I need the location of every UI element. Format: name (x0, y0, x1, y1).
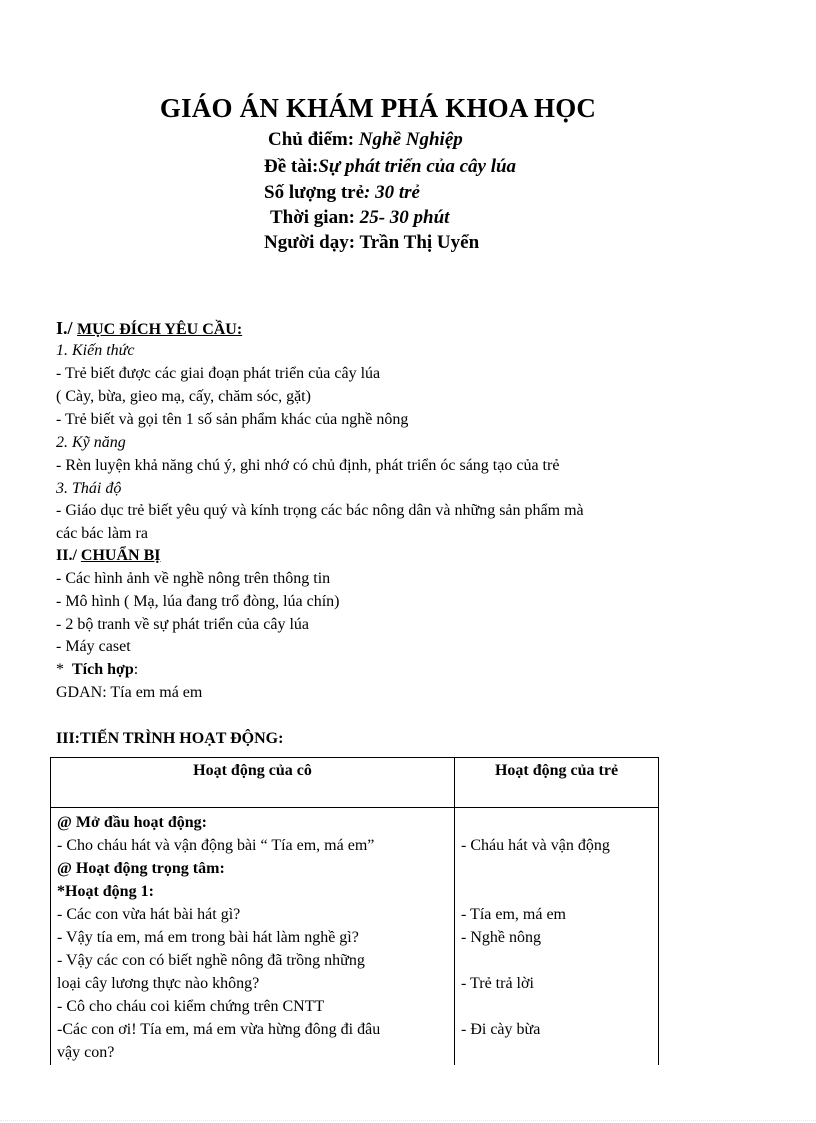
theme-value: Nghề Nghiệp (358, 129, 463, 150)
teacher-column-header: Hoạt động của cô (51, 758, 455, 808)
section-3-heading: III:TIẾN TRÌNH HOẠT ĐỘNG: (56, 730, 284, 747)
integration-suffix: : (133, 661, 139, 678)
teacher-line: - Cho cháu hát và vận động bài “ Tía em, má em” (57, 837, 375, 854)
child-column-header: Hoạt động của trẻ (455, 758, 659, 808)
child-line: - Cháu hát và vận động (461, 837, 610, 854)
section-2-heading (56, 546, 160, 566)
duration-value: 25- 30 phút (359, 207, 450, 228)
integration-line (56, 660, 138, 680)
table-header-row (51, 758, 659, 808)
section-1-roman: I./ (56, 318, 78, 338)
activity-1-heading: *Hoạt động 1: (57, 883, 154, 900)
teacher-line: - Các con vừa hát bài hát gì? (57, 906, 241, 923)
child-line: - Nghề nông (461, 929, 541, 946)
child-line: - Đi cày bừa (461, 1021, 541, 1038)
activity-table (50, 757, 659, 1114)
attitude-item-2: các bác làm ra (56, 525, 148, 542)
prep-item-1: - Các hình ảnh về nghề nông trên thông tin (56, 570, 331, 587)
opening-heading: @ Mở đầu hoạt động: (57, 814, 207, 831)
attitude-item-1: - Giáo dục trẻ biết yêu quý và kính trọng các bác nông dân và những sản phẩm mà (56, 502, 584, 519)
integration-label: Tích hợp (72, 661, 134, 678)
section-1-title: MỤC ĐÍCH YÊU CẦU: (77, 321, 243, 338)
section-1-heading (56, 318, 242, 340)
prep-item-3: - 2 bộ tranh về sự phát triển của cây lúa (56, 616, 310, 633)
core-activity-heading: @ Hoạt động trọng tâm: (57, 860, 225, 877)
page-edge-divider (0, 1120, 816, 1121)
skills-item-1: - Rèn luyện khả năng chú ý, ghi nhớ có chủ định, phát triển óc sáng tạo của trẻ (56, 457, 560, 474)
knowledge-item-3: - Trẻ biết và gọi tên 1 số sản phẩm khác của nghề nông (56, 411, 409, 428)
page-cut-mask (0, 1065, 816, 1123)
class-size-label: Số lượng trẻ (264, 182, 365, 203)
topic-line (264, 156, 516, 178)
prep-item-2: - Mô hình ( Mạ, lúa đang trổ đòng, lúa chín) (56, 593, 340, 610)
teacher-line: Người dạy: Trần Thị Uyển (264, 232, 480, 253)
teacher-line: - Cô cho cháu coi kiểm chứng trên CNTT (57, 998, 325, 1015)
subheading-knowledge: 1. Kiến thức (56, 342, 135, 359)
teacher-line: vậy con? (57, 1044, 115, 1061)
duration-line (270, 207, 449, 229)
prep-item-4: - Máy caset (56, 638, 131, 655)
theme-line (268, 129, 463, 151)
topic-label: Đề tài: (264, 156, 319, 177)
child-line: - Trẻ trả lời (461, 975, 534, 992)
integration-song: GDAN: Tía em má em (56, 684, 203, 701)
subheading-attitude: 3. Thái độ (56, 480, 122, 497)
child-line: - Tía em, má em (461, 906, 566, 923)
teacher-line: - Vậy các con có biết nghề nông đã trồng những (57, 952, 365, 969)
class-size-value: : 30 trẻ (364, 182, 420, 203)
class-size-line (264, 182, 420, 204)
topic-value: Sự phát triển của cây lúa (318, 156, 517, 177)
document-title: GIÁO ÁN KHÁM PHÁ KHOA HỌC (159, 93, 597, 123)
knowledge-item-1: - Trẻ biết được các giai đoạn phát triển của cây lúa (56, 365, 381, 382)
section-2-roman: II./ (56, 547, 81, 564)
teacher-line: - Vậy tía em, má em trong bài hát làm nghề gì? (57, 929, 359, 946)
teacher-line: loại cây lương thực nào không? (57, 975, 260, 992)
teacher-line: -Các con ơi! Tía em, má em vừa hừng đông đi đâu (57, 1021, 381, 1038)
theme-label: Chủ điểm: (268, 129, 359, 150)
section-2-title: CHUẨN BỊ (80, 547, 161, 564)
knowledge-item-2: ( Cày, bừa, gieo mạ, cấy, chăm sóc, gặt) (56, 388, 311, 405)
integration-prefix: * (56, 661, 72, 678)
subheading-skills: 2. Kỹ năng (56, 434, 126, 451)
duration-label: Thời gian: (270, 207, 360, 228)
